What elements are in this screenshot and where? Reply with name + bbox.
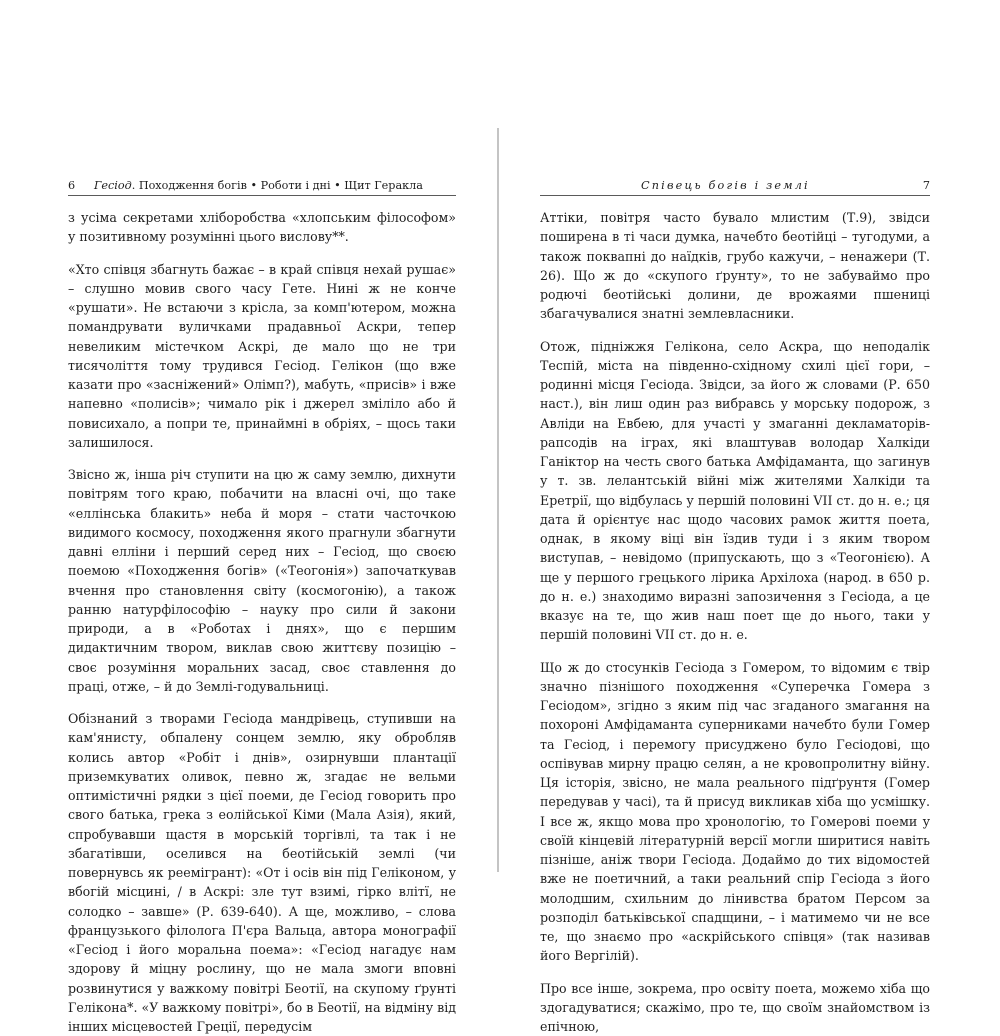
paragraph: Отож, підніжжя Гелікона, село Аскра, що неподалік Теспій, міста на південно-східному схилі цієї гори, – родинні місця Гесіода. Звідси, за його ж словами (Р. 650 наст.), він лиш один раз вибравсь у морську подорож, з Авліди на Евбею, для участі у змаганні декламаторів-рапсодів на іграх, які влаштував володар Халкіди Ганіктор на честь свого батька Амфідаманта, що загинув у т. зв. лелантській війні між жителями Халкіди та Еретрії, що відбулась у першій половині VII ст. до н. е.; ця дата й орієнтує нас щодо часових рамок життя поета, однак, в якому віці він їздив туди і з яким твором виступав, – невідомо (припускають, що з «Теогонією). А ще у першого грецького лірика Архілоха (народ. в 650 р. до н. е.) знаходимо виразні запозичення з Гесіода, а це вказує на те, що жив наш поет ще до нього, таки у першій половині VII ст. до н. е. — [540, 337, 930, 645]
left-header-title — [94, 178, 423, 193]
paragraph: Про все інше, зокрема, про освіту поета, можемо хіба що здогадуватися; скажімо, про те, що своїм знайомством із епічною, — [540, 979, 930, 1036]
page-number-left: 6 — [68, 178, 75, 193]
right-body-text — [540, 208, 930, 1036]
left-page — [68, 178, 456, 1036]
right-running-head — [540, 178, 930, 196]
header-author: Гесіод — [94, 179, 132, 192]
paragraph: «Хто співця збагнуть бажає – в край співця нехай рушає» – слушно мовив свого часу Гете. Нині ж не конче «рушати». Не встаючи з крісла, за комп'ютером, можна помандрувати вуличками прадавньої Аскри, тепер невеликим містечком Аскрі, де мало що не три тисячоліття тому трудився Гесіод. Гелікон (що вже казати про «засніжений» Олімп?), мабуть, «присів» і вже напевно «полисів»; чимало рік і джерел зміліло або й повисихало, а попри те, принаймні в обріях, – щось таки залишилося. — [68, 260, 456, 453]
paragraph: Обізнаний з творами Гесіода мандрівець, ступивши на кам'янисту, обпалену сонцем землю, яку обробляв колись автор «Робіт і днів», озирнувши плантації приземкуватих оливок, певно ж, згадає не вельми оптимістичні рядки з цієї поеми, де Гесіод говорить про свого батька, грека з еолійської Кіми (Мала Азія), який, спробувавши щастя в морській торгівлі, та так і не збагатівши, оселився на беотійській землі (чи повернувсь як реемігрант): «От і осів він під Геліконом, у вбогій місцині, / в Аскрі: зле тут взимі, гірко влітї, не солодко – завше» (Р. 639-640). А ще, можливо, – слова французького філолога П'єра Вальца, автора монографії «Гесіод і його моральна поема»: «Гесіод нагадує нам здорову й міцну рослину, що не мала змоги вповні розвинутися у важкому повітрі Беотії, на скупому ґрунті Гелікона*. «У важкому повітрі», бо в Беотії, на відміну від інших місцевостей Греції, передусім — [68, 709, 456, 1036]
book-spine-divider — [497, 128, 499, 872]
page-number-right: 7 — [923, 178, 930, 193]
paragraph: Аттіки, повітря часто бувало млистим (Т.9), звідси поширена в ті часи думка, начебто беотійці – тугодуми, а також поквапні до наїдків, грубо кажучи, – ненажери (Т. 26). Що ж до «скупого ґрунту», то не забуваймо про родючі беотійські долини, де врожаями пшениці збагачувалися знатні землевласники. — [540, 208, 930, 324]
right-header-title: Співець богів і землі — [641, 178, 810, 193]
right-page — [540, 178, 930, 1036]
left-body-text — [68, 208, 456, 1036]
paragraph: з усіма секретами хліборобства «хлопським філософом» у позитивному розумінні цього вислову**. — [68, 208, 456, 247]
paragraph: Звісно ж, інша річ ступити на цю ж саму землю, дихнути повітрям того краю, побачити на власні очі, що таке «еллінська блакить» неба й моря – стати часточкою видимого космосу, походження якого прагнули збагнути давні елліни і перший серед них – Гесіод, що своєю поемою «Походження богів» («Теогонія») започаткував вчення про становлення світу (космогонію), а також ранню натурфілософію – науку про сили й закони природи, а в «Роботах і днях», що є першим дидактичним твором, виклав свою життєву позицію – своє розуміння моральних засад, своє ставлення до праці, отже, – й до Землі-годувальниці. — [68, 465, 456, 696]
header-works: . Походження богів • Роботи і дні • Щит Геракла — [132, 179, 423, 192]
paragraph: Що ж до стосунків Гесіода з Гомером, то відомим є твір значно пізнішого походження «Суперечка Гомера з Гесіодом», згідно з яким під час згаданого змагання на похороні Амфідаманта суперниками начебто були Гомер та Гесіод, і перемогу присуджено було Гесіодові, що оспівував мирну працю селян, а не кровопролитну війну. Ця історія, звісно, не мала реального підґрунтя (Гомер передував у часі), та й присуд викликав хіба що усмішку. І все ж, якщо мова про хронологію, то Гомерові поеми у своїй кінцевій літературній версії могли ширитися навіть пізніше, аніж твори Гесіода. Додаймо до тих відомостей вже не поетичний, а таки реальний спір Гесіода з його молодшим, схильним до лінивства братом Персом за розподіл батьківської спадщини, – і матимемо чи не все те, що знаємо про «аскрійського співця» (так називав його Вергілій). — [540, 658, 930, 966]
left-running-head — [68, 178, 456, 196]
